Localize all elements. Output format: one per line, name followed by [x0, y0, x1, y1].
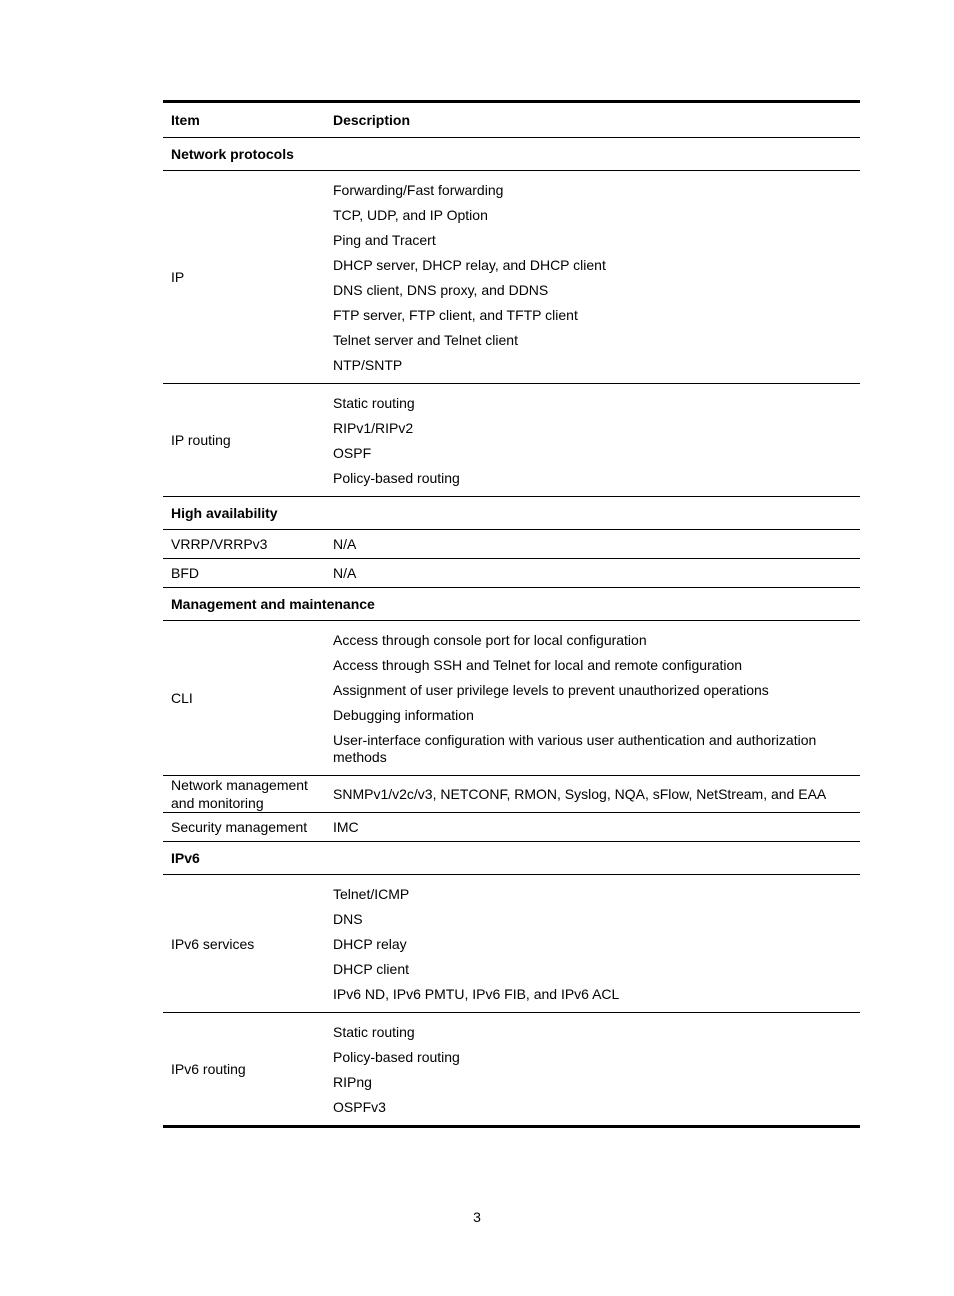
description-line: SNMPv1/v2c/v3, NETCONF, RMON, Syslog, NQA, sFlow, NetStream, and EAA: [333, 785, 827, 802]
section-title: Network protocols: [163, 138, 860, 171]
row-descriptions: [333, 384, 860, 497]
description-line: Static routing: [333, 1024, 415, 1040]
row-descriptions: [333, 530, 860, 559]
description-line: Access through SSH and Telnet for local and remote configuration: [333, 657, 743, 673]
row-descriptions: [333, 776, 860, 813]
description-line: N/A: [333, 535, 357, 552]
table-row: [163, 384, 860, 497]
row-descriptions: [333, 559, 860, 588]
description-line: Policy-based routing: [333, 1049, 460, 1065]
description-line: RIPng: [333, 1074, 372, 1090]
row-item: IP routing: [163, 384, 333, 497]
table-row: [163, 875, 860, 1013]
description-line: DNS: [333, 911, 363, 927]
description-line: IMC: [333, 818, 359, 835]
table-body: [163, 138, 860, 1127]
page-number: 3: [473, 1209, 481, 1225]
row-item: CLI: [163, 621, 333, 776]
row-descriptions: [333, 875, 860, 1013]
table-row: [163, 776, 860, 813]
row-descriptions: [333, 1013, 860, 1127]
table-header-row: [163, 102, 860, 138]
description-line: OSPF: [333, 445, 372, 461]
description-line: Ping and Tracert: [333, 232, 436, 248]
table-row: [163, 559, 860, 588]
description-line: Access through console port for local configuration: [333, 632, 647, 648]
row-item: IPv6 services: [163, 875, 333, 1013]
description-line: RIPv1/RIPv2: [333, 420, 414, 436]
description-line: Telnet/ICMP: [333, 886, 410, 902]
table-row: [163, 530, 860, 559]
row-descriptions: [333, 621, 860, 776]
row-descriptions: [333, 813, 860, 842]
section-title: High availability: [163, 497, 860, 530]
description-line: IPv6 ND, IPv6 PMTU, IPv6 FIB, and IPv6 ACL: [333, 986, 620, 1002]
description-line: Assignment of user privilege levels to prevent unauthorized operations: [333, 682, 769, 698]
description-line: TCP, UDP, and IP Option: [333, 207, 488, 223]
table-row: [163, 813, 860, 842]
description-line: NTP/SNTP: [333, 357, 403, 373]
description-line: DHCP server, DHCP relay, and DHCP client: [333, 257, 606, 273]
header-item: Item: [163, 102, 333, 138]
description-line: DHCP client: [333, 961, 409, 977]
description-line: FTP server, FTP client, and TFTP client: [333, 307, 578, 323]
row-descriptions: [333, 171, 860, 384]
table-row: [163, 621, 860, 776]
row-item: BFD: [163, 559, 333, 588]
section-title: Management and maintenance: [163, 588, 860, 621]
description-line: Debugging information: [333, 707, 474, 723]
row-item: Network management and monitoring: [163, 776, 333, 813]
description-line: Policy-based routing: [333, 470, 460, 486]
row-item: IPv6 routing: [171, 1061, 246, 1077]
row-item: VRRP/VRRPv3: [163, 530, 333, 559]
section-row: [163, 842, 860, 875]
description-line: Telnet server and Telnet client: [333, 332, 518, 348]
section-row: [163, 138, 860, 171]
description-line: Static routing: [333, 395, 415, 411]
section-title: IPv6: [163, 842, 860, 875]
section-row: [163, 497, 860, 530]
description-line: User-interface configuration with various user authentication and authorization methods: [333, 732, 817, 765]
description-line: Forwarding/Fast forwarding: [333, 182, 504, 198]
header-description: Description: [333, 102, 860, 138]
table-row: [163, 171, 860, 384]
row-item: Security management: [163, 813, 333, 842]
table-row: [163, 1013, 860, 1127]
feature-table: [163, 100, 860, 1128]
row-item: IP: [163, 171, 333, 384]
description-line: DHCP relay: [333, 936, 407, 952]
section-row: [163, 588, 860, 621]
description-line: DNS client, DNS proxy, and DDNS: [333, 282, 549, 298]
description-line: N/A: [333, 564, 357, 581]
description-line: OSPFv3: [333, 1099, 386, 1115]
